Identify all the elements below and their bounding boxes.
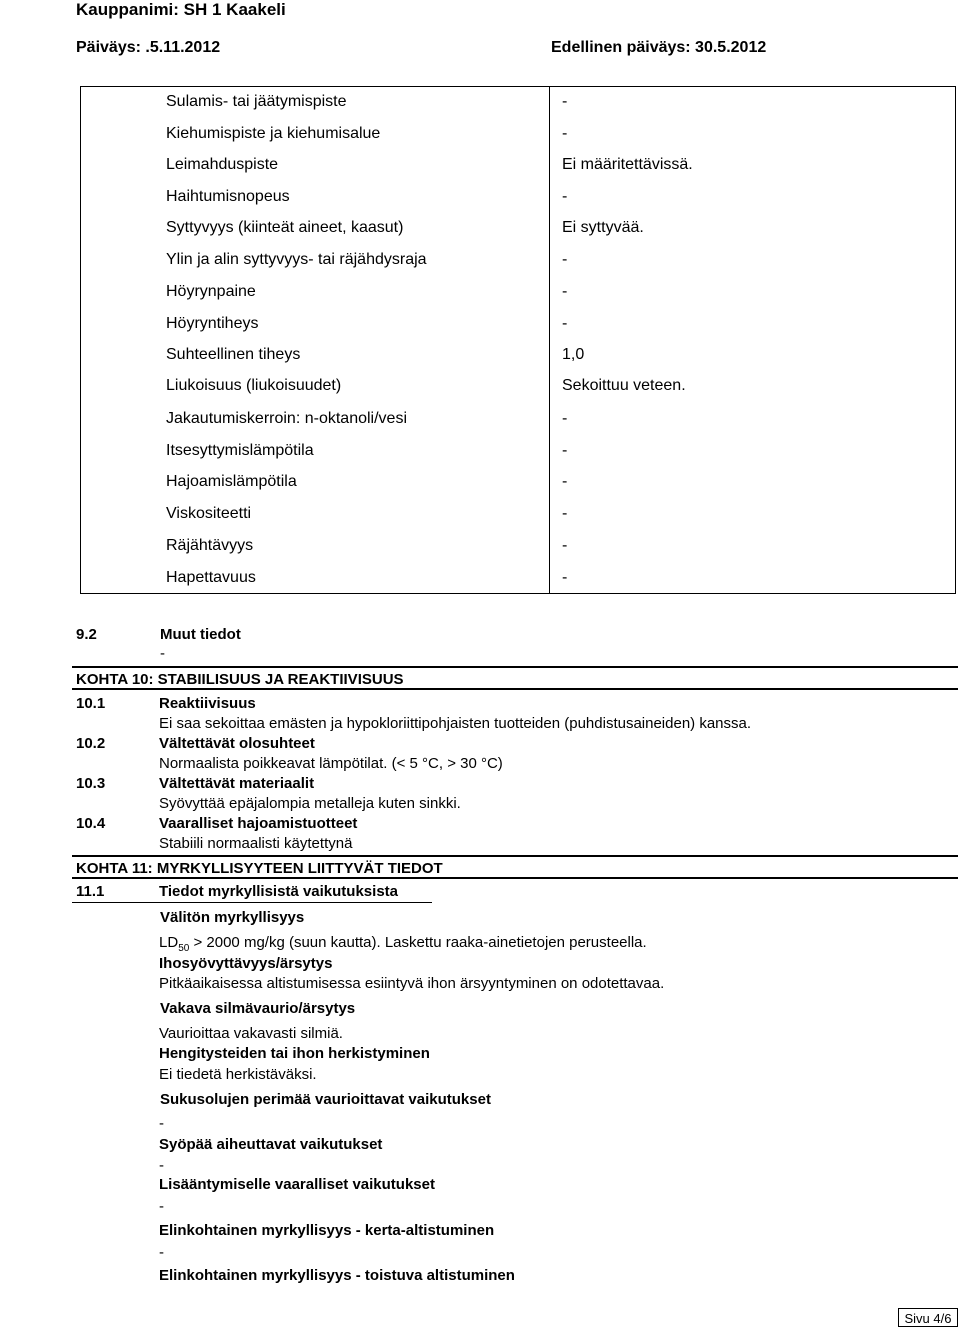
stot-single-title: Elinkohtainen myrkyllisyys - kerta-altistuminen <box>159 1222 495 1239</box>
skin-corrosion-text: Pitkäaikaisessa altistumisessa esiintyvä ihon ärsyyntyminen on odotettavaa. <box>159 975 665 992</box>
item-title: Vältettävät materiaalit <box>159 775 315 792</box>
item-number: 10.3 <box>76 775 106 792</box>
property-value: Ei syttyvää. <box>562 219 644 236</box>
property-label: Viskositeetti <box>166 505 252 522</box>
section-9-2-value: - <box>160 645 165 662</box>
item-title: Vältettävät olosuhteet <box>159 735 315 752</box>
item-text: Stabiili normaalisti käytettynä <box>159 835 353 852</box>
section-11-1-number: 11.1 <box>76 883 105 900</box>
property-value: - <box>562 93 568 110</box>
section-9-2-number: 9.2 <box>76 626 97 643</box>
document-date: Päiväys: .5.11.2012 <box>76 39 221 56</box>
reproductive-value: - <box>159 1198 164 1215</box>
property-label: Syttyvyys (kiinteät aineet, kaasut) <box>166 219 404 236</box>
property-label: Sulamis- tai jäätymispiste <box>166 93 347 110</box>
property-value: - <box>562 315 568 332</box>
sensitisation-text: Ei tiedetä herkistäväksi. <box>159 1066 317 1083</box>
section-9-2-title: Muut tiedot <box>160 626 241 643</box>
property-value: Sekoittuu veteen. <box>562 377 686 394</box>
property-label: Höyrynpaine <box>166 283 256 300</box>
section-11-1-title: Tiedot myrkyllisistä vaikutuksista <box>159 883 398 900</box>
property-label: Leimahduspiste <box>166 156 279 173</box>
item-text: Normaalista poikkeavat lämpötilat. (< 5 °C, > 30 °C) <box>159 755 503 772</box>
property-value: - <box>562 442 568 459</box>
acute-toxicity-title: Välitön myrkyllisyys <box>160 909 305 926</box>
carcinogenicity-title: Syöpää aiheuttavat vaikutukset <box>159 1136 383 1153</box>
property-label: Jakautumiskerroin: n-oktanoli/vesi <box>166 410 407 427</box>
carcinogenicity-value: - <box>159 1157 164 1174</box>
eye-damage-text: Vaurioittaa vakavasti silmiä. <box>159 1025 343 1042</box>
property-value: Ei määritettävissä. <box>562 156 693 173</box>
property-label: Räjähtävyys <box>166 537 254 554</box>
sensitisation-title: Hengitysteiden tai ihon herkistyminen <box>159 1045 430 1062</box>
skin-corrosion-title: Ihosyövyttävyys/ärsytys <box>159 955 333 972</box>
property-value: - <box>562 410 568 427</box>
stot-single-value: - <box>159 1244 164 1261</box>
property-label: Liukoisuus (liukoisuudet) <box>166 377 342 394</box>
item-title: Reaktiivisuus <box>159 695 256 712</box>
acute-toxicity-text: $LD_{50} > 2000$ mg/kg (suun kautta). Laskettu raaka-ainetietojen perusteella. <box>159 934 647 954</box>
item-title: Vaaralliset hajoamistuotteet <box>159 815 358 832</box>
property-value: - <box>562 537 568 554</box>
property-value: - <box>562 505 568 522</box>
properties-table-divider <box>549 86 550 594</box>
property-value: - <box>562 473 568 490</box>
property-value: 1,0 <box>562 346 585 363</box>
property-value: - <box>562 569 568 586</box>
property-value: - <box>562 188 568 205</box>
property-label: Hajoamislämpötila <box>166 473 297 490</box>
section-11-1-underline <box>72 902 432 903</box>
property-label: Hapettavuus <box>166 569 256 586</box>
property-label: Kiehumispiste ja kiehumisalue <box>166 125 381 142</box>
germ-cell-value: - <box>159 1115 164 1132</box>
property-label: Höyryntiheys <box>166 315 259 332</box>
page-number: Sivu 4/6 <box>898 1308 958 1327</box>
item-text: Syövyttää epäjalompia metalleja kuten sinkki. <box>159 795 461 812</box>
property-value: - <box>562 125 568 142</box>
property-label: Suhteellinen tiheys <box>166 346 301 363</box>
property-value: - <box>562 283 568 300</box>
section-11-title: KOHTA 11: MYRKYLLISYYTEEN LIITTYVÄT TIEDOT <box>76 860 443 877</box>
eye-damage-title: Vakava silmävaurio/ärsytys <box>160 1000 356 1017</box>
item-text: Ei saa sekoittaa emästen ja hypokloriittipohjaisten tuotteiden (puhdistusaineiden) kanssa. <box>159 715 752 732</box>
stot-repeated-title: Elinkohtainen myrkyllisyys - toistuva altistuminen <box>159 1267 515 1284</box>
property-label: Itsesyttymislämpötila <box>166 442 314 459</box>
property-label: Ylin ja alin syttyvyys- tai räjähdysraja <box>166 251 427 268</box>
item-number: 10.2 <box>76 735 106 752</box>
previous-date: Edellinen päiväys: 30.5.2012 <box>551 39 767 56</box>
reproductive-title: Lisääntymiselle vaaralliset vaikutukset <box>159 1176 435 1193</box>
trade-name: Kauppanimi: SH 1 Kaakeli <box>76 0 286 19</box>
section-10-title: KOHTA 10: STABIILISUUS JA REAKTIIVISUUS <box>76 671 404 688</box>
item-number: 10.1 <box>76 695 106 712</box>
item-number: 10.4 <box>76 815 106 832</box>
property-value: - <box>562 251 568 268</box>
germ-cell-title: Sukusolujen perimää vaurioittavat vaikutukset <box>160 1091 491 1108</box>
property-label: Haihtumisnopeus <box>166 188 290 205</box>
